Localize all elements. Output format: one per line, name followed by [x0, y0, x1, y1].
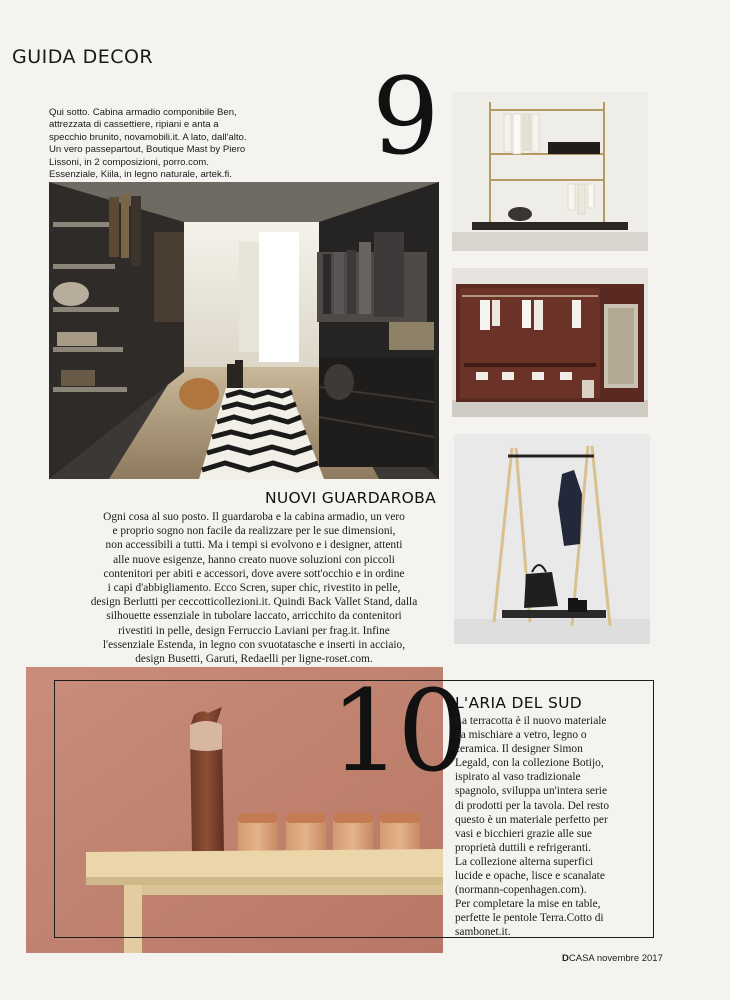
- text-line: ispirato al vaso tradizionale: [455, 771, 581, 784]
- footer-text: CASA novembre 2017: [568, 953, 663, 964]
- text-line: i capi d'abbigliamento. Ecco Scren, super chic, rivestito in pelle,: [107, 582, 401, 595]
- photo-caption: [49, 107, 349, 181]
- text-line: ceramica. Il designer Simon: [455, 743, 583, 756]
- walk-in-closet-photo: [49, 182, 439, 479]
- heading-nuovi-guardaroba: NUOVI GUARDAROBA: [265, 489, 436, 507]
- footer-brand: D: [562, 953, 569, 964]
- text-line: lucide e opache, lisce e scanalate: [455, 870, 605, 883]
- text-line: l'essenziale Estenda, in legno con svuotatasche e inserti in acciaio,: [102, 638, 406, 651]
- text-line: proprietà duttili e refrigeranti.: [455, 841, 591, 854]
- text-line: perfette le pentole Terra.Cotto di: [455, 912, 604, 925]
- text-line: Per completare la mise en table,: [455, 898, 601, 911]
- text-line: design Berlutti per ceccotticollezioni.it. Quindi Back Vallet Stand, dalla: [90, 596, 418, 609]
- caption-line: Essenziale, Kiila, in legno naturale, artek.fi.: [49, 169, 232, 181]
- article-body-nuovi-guardaroba: [60, 510, 448, 666]
- scren-wardrobe-photo: [452, 268, 648, 417]
- text-line: non accessibili a tutti. Ma i tempi si evolvono e i designer, attenti: [105, 539, 403, 552]
- text-line: e proprio sogno non facile da realizzare per le sue dimensioni,: [112, 525, 396, 538]
- text-line: La collezione alterna superfici: [455, 855, 594, 868]
- text-line: silhouette essenziale in tubolare laccato, arricchito da contenitori: [106, 610, 402, 623]
- text-line: Ogni cosa al suo posto. Il guardaroba e la cabina armadio, un vero: [103, 511, 405, 523]
- caption-line: attrezzata di cassettiere, ripiani e anta a: [49, 119, 219, 131]
- section-title: GUIDA DECOR: [12, 46, 154, 68]
- text-line: Legald, con la collezione Botijo,: [455, 757, 604, 770]
- section-number-10: 10: [330, 667, 465, 797]
- text-line: design Busetti, Garuti, Redaelli per ligne-roset.com.: [135, 653, 373, 666]
- text-line: La terracotta è il nuovo materiale: [455, 715, 607, 727]
- text-line: questo è un materiale perfetto per: [455, 813, 608, 826]
- text-line: vasi e bicchieri grazie alle sue: [455, 827, 592, 840]
- text-line: alle nuove esigenze, hanno creato nuove soluzioni con piccoli: [113, 553, 395, 566]
- text-line: contenitori per abiti e accessori, dove avere sott'occhio e in ordine: [103, 567, 405, 580]
- text-line: sambonet.it.: [455, 926, 511, 939]
- caption-line: Lissoni, in 2 composizioni, porro.com.: [49, 156, 209, 168]
- article-body-aria-del-sud: [455, 714, 663, 940]
- text-line: spagnolo, sviluppa un'intera serie: [455, 785, 607, 798]
- heading-aria-del-sud: L'ARIA DEL SUD: [455, 694, 582, 712]
- boutique-mast-photo: [452, 92, 648, 251]
- caption-line: specchio brunito, novamobili.it. A lato, dall'alto.: [49, 131, 247, 143]
- section-number-9: 9: [372, 55, 440, 178]
- text-line: da mischiare a vetro, legno o: [455, 729, 587, 742]
- page-footer: [562, 953, 663, 964]
- text-line: rivestiti in pelle, design Ferruccio Laviani per frag.it. Infine: [118, 624, 390, 637]
- caption-line: Un vero passepartout, Boutique Mast by Piero: [49, 144, 246, 156]
- caption-line: Qui sotto. Cabina armadio componibile Ben,: [49, 107, 237, 118]
- text-line: (normann-copenhagen.com).: [455, 884, 587, 897]
- estenda-stand-photo: [454, 434, 650, 644]
- text-line: di prodotti per la tavola. Del resto: [455, 799, 610, 812]
